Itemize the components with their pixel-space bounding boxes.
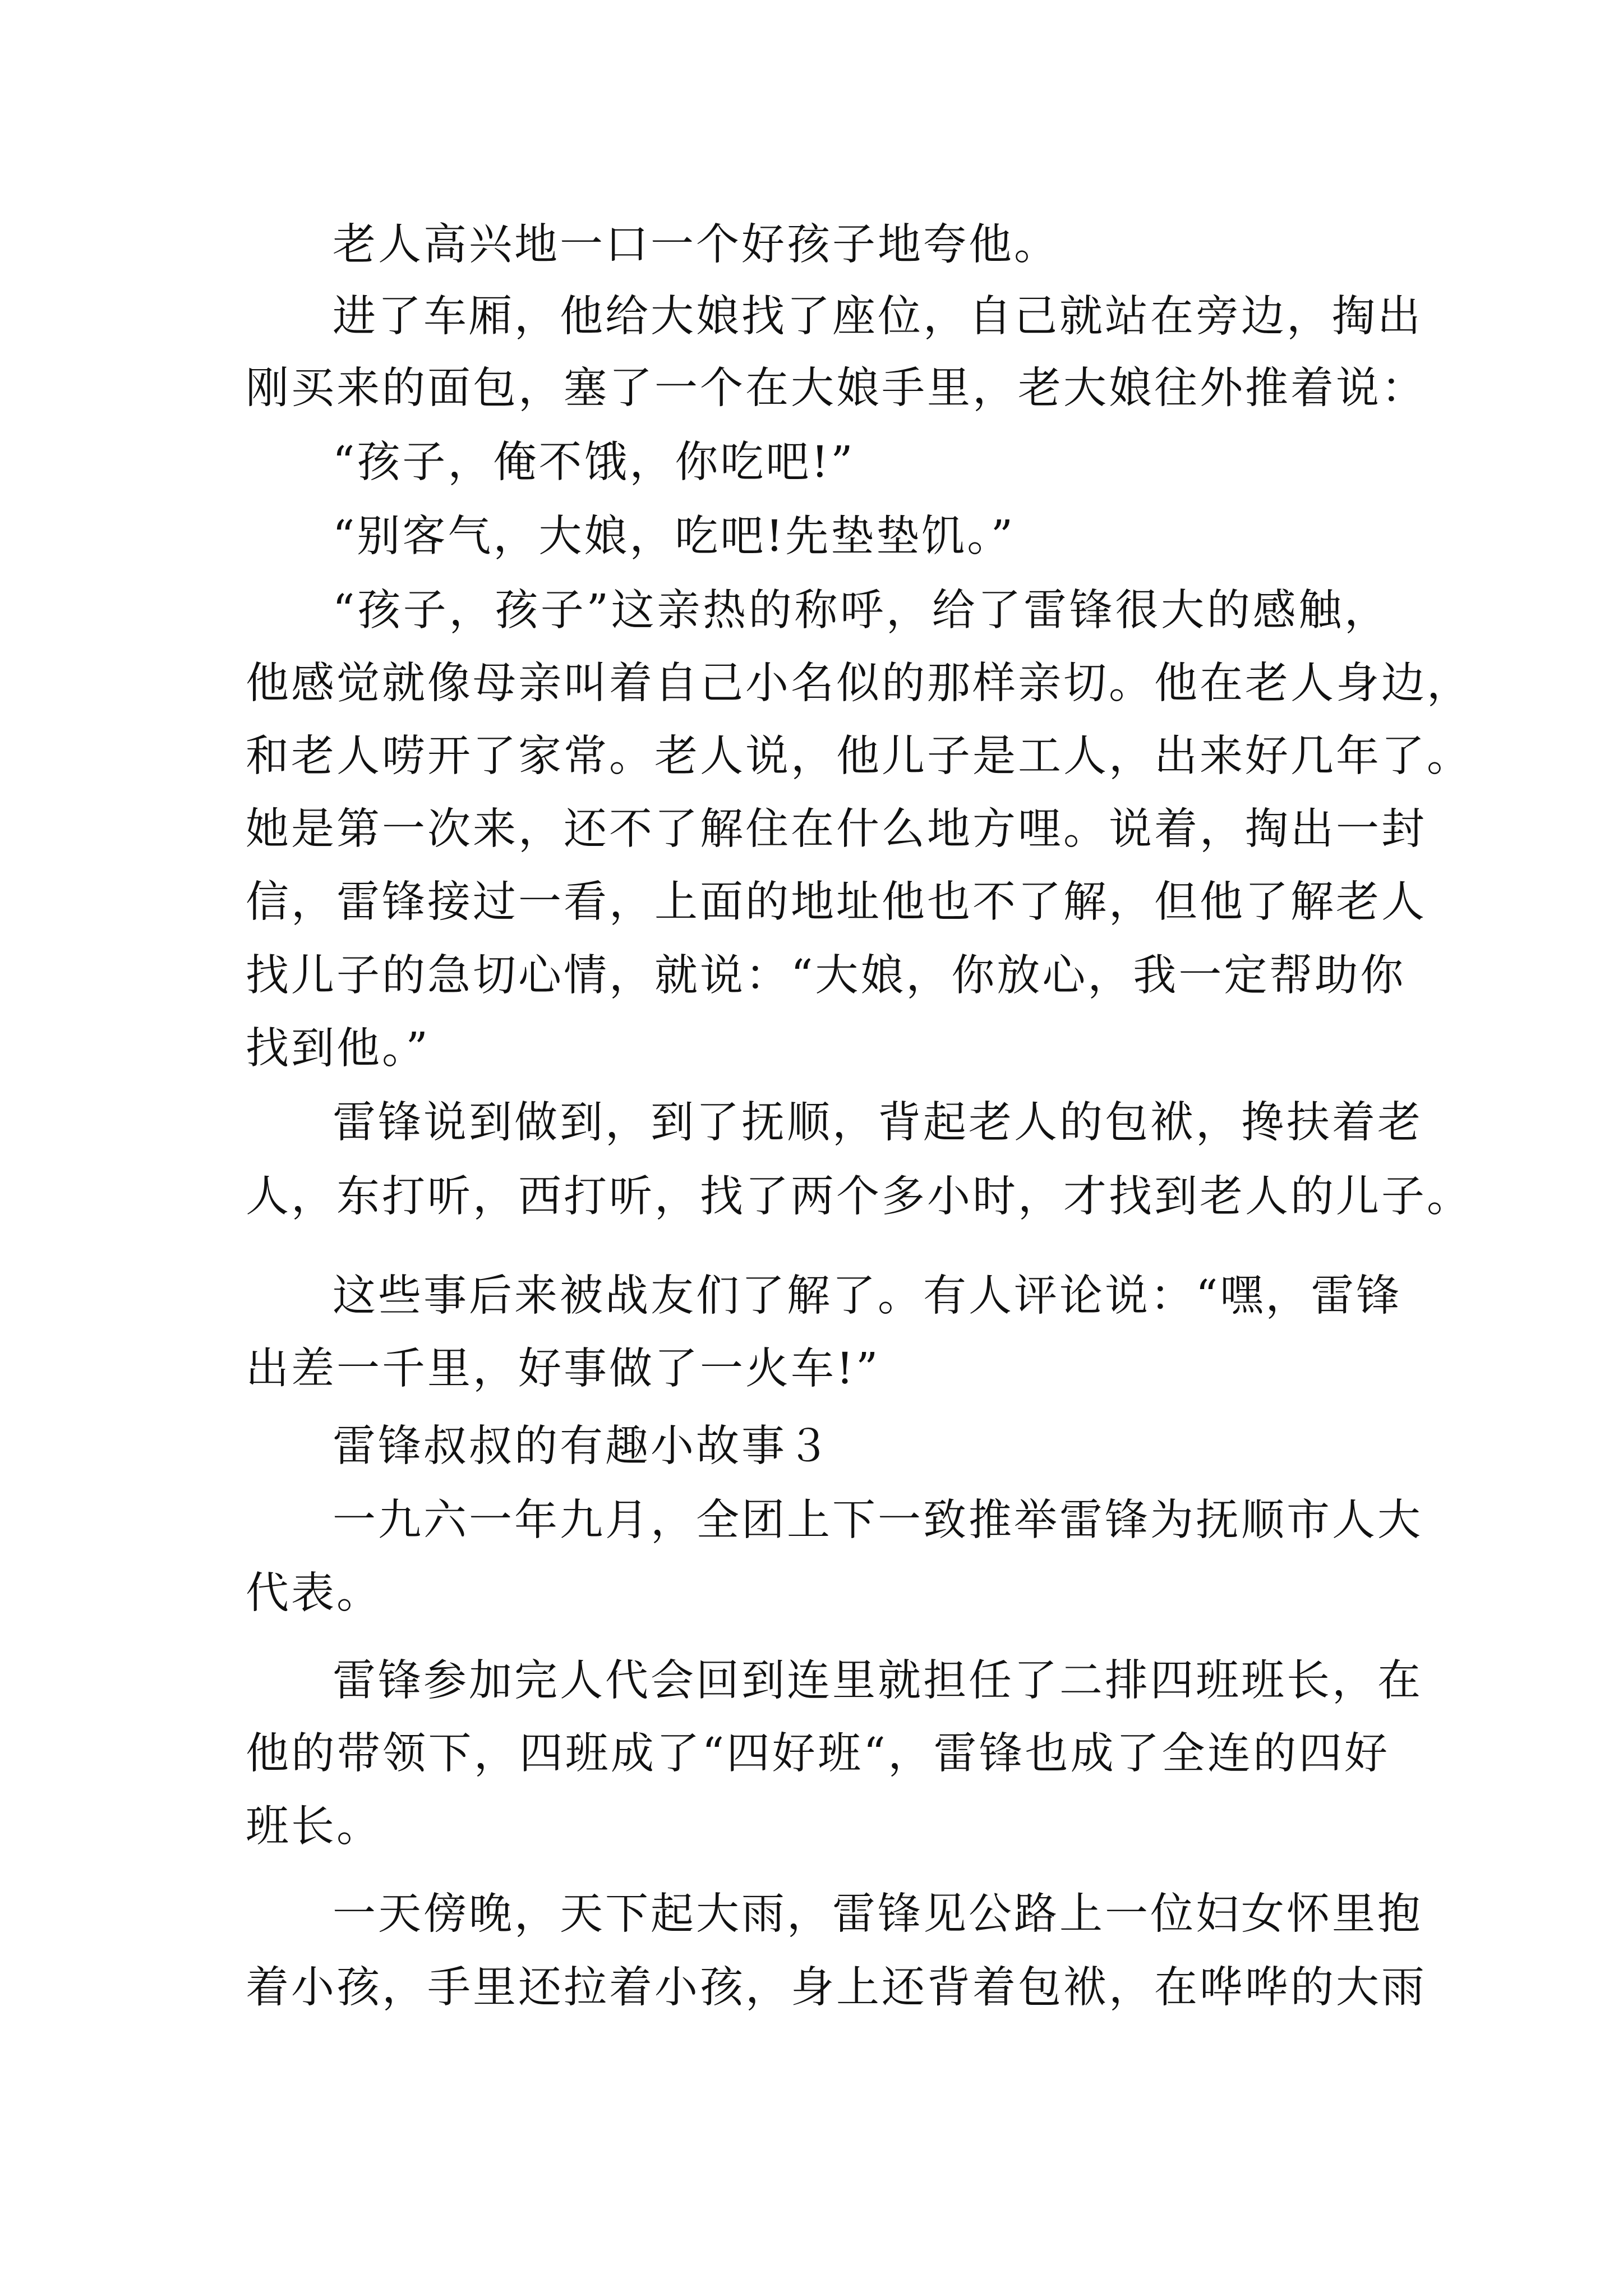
text-line: 进了车厢，他给大娘找了座位，自己就站在旁边，掏出 — [333, 292, 1423, 342]
text-line: 他的带领下，四班成了“四好班“，雷锋也成了全连的四好 — [246, 1729, 1390, 1779]
text-line: 出差一千里，好事做了一火车!” — [246, 1344, 880, 1394]
text-line: 一九六一年九月，全团上下一致推举雷锋为抚顺市人大 — [333, 1496, 1423, 1545]
text-line: 代表。 — [246, 1568, 382, 1618]
text-line: 她是第一次来，还不了解住在什么地方哩。说着，掏出一封 — [246, 804, 1427, 854]
text-line: 找儿子的急切心情，就说：“大娘，你放心，我一定帮助你 — [246, 951, 1406, 1001]
text-line: “孩子，孩子”这亲热的称呼，给了雷锋很大的感触， — [333, 586, 1390, 636]
text-line: 信，雷锋接过一看，上面的地址他也不了解，但他了解老人 — [246, 877, 1427, 927]
text-line: 找到他。” — [246, 1024, 430, 1074]
text-line: 雷锋说到做到，到了抚顺，背起老人的包袱，搀扶着老 — [333, 1098, 1423, 1148]
text-line: 他感觉就像母亲叫着自己小名似的那样亲切。他在老人身边， — [246, 659, 1472, 708]
section-heading: 雷锋叔叔的有趣小故事３ — [333, 1421, 832, 1471]
text-line: 刚买来的面包，塞了一个在大娘手里，老大娘往外推着说： — [246, 364, 1427, 413]
text-line: “孩子，俺不饿，你吃吧!” — [333, 438, 855, 487]
text-line: “别客气，大娘，吃吧!先垫垫饥。” — [333, 512, 1016, 562]
text-line: 老人高兴地一口一个好孩子地夸他。 — [333, 220, 1059, 270]
text-line: 班长。 — [246, 1802, 382, 1852]
text-line: 着小孩，手里还拉着小孩，身上还背着包袱，在哗哗的大雨 — [246, 1963, 1427, 2013]
text-line: 人，东打听，西打听，找了两个多小时，才找到老人的儿子。 — [246, 1172, 1472, 1222]
text-line: 一天傍晚，天下起大雨，雷锋见公路上一位妇女怀里抱 — [333, 1889, 1423, 1939]
text-line: 雷锋参加完人代会回到连里就担任了二排四班班长，在 — [333, 1656, 1423, 1706]
text-line: 这些事后来被战友们了解了。有人评论说：“嘿，雷锋 — [333, 1271, 1402, 1321]
text-line: 和老人唠开了家常。老人说，他儿子是工人，出来好几年了。 — [246, 731, 1472, 781]
